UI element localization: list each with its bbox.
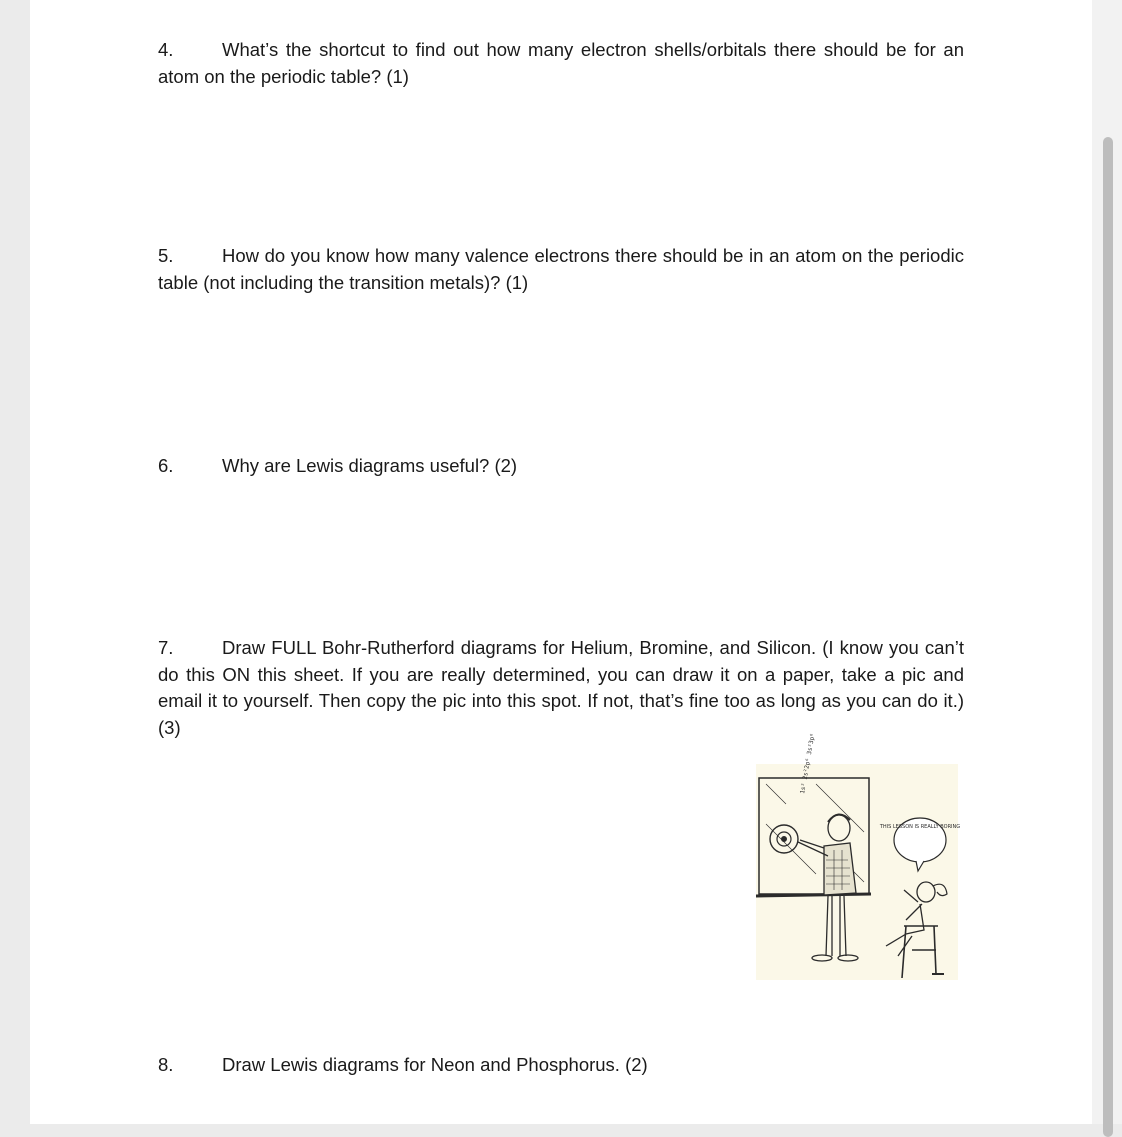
question-text: Draw Lewis diagrams for Neon and Phosphorus. (2) [222,1054,648,1075]
board-equation: 1s² 2s²2p⁶ 3s²3p⁶ [799,732,817,795]
question-text: How do you know how many valence electrons there should be in an atom on the periodic table (not including the transition metals)? (1) [158,245,964,293]
cartoon-background [756,764,961,980]
question-number: 5. [158,245,174,266]
question-number: 7. [158,637,174,658]
scrollbar-thumb[interactable] [1103,137,1113,1137]
question-number: 4. [158,39,174,60]
speech-bubble-text [879,824,960,830]
question-number: 6. [158,455,174,476]
question-text: Why are Lewis diagrams useful? (2) [222,455,518,476]
question-text: Draw FULL Bohr-Rutherford diagrams for Helium, Bromine, and Silicon. (I know you can’t do this ON this sheet. If you are really determined, you can draw it on a paper, take a pic and email it to yourself. Then copy the pic into this spot. If not, that’s fine too as long as you can do it.) (3) [158,637,964,738]
speech-bubble-line: THIS LESSON IS REALLY BORING [879,824,961,830]
cartoon-illustration [756,732,961,980]
question-5 [158,243,964,296]
question-number: 8. [158,1054,174,1075]
question-6 [158,453,964,480]
question-8 [158,1052,964,1079]
question-4 [158,37,964,90]
question-7 [158,635,964,741]
question-text: What’s the shortcut to find out how many electron shells/orbitals there should be for an atom on the periodic table? (1) [158,39,964,87]
